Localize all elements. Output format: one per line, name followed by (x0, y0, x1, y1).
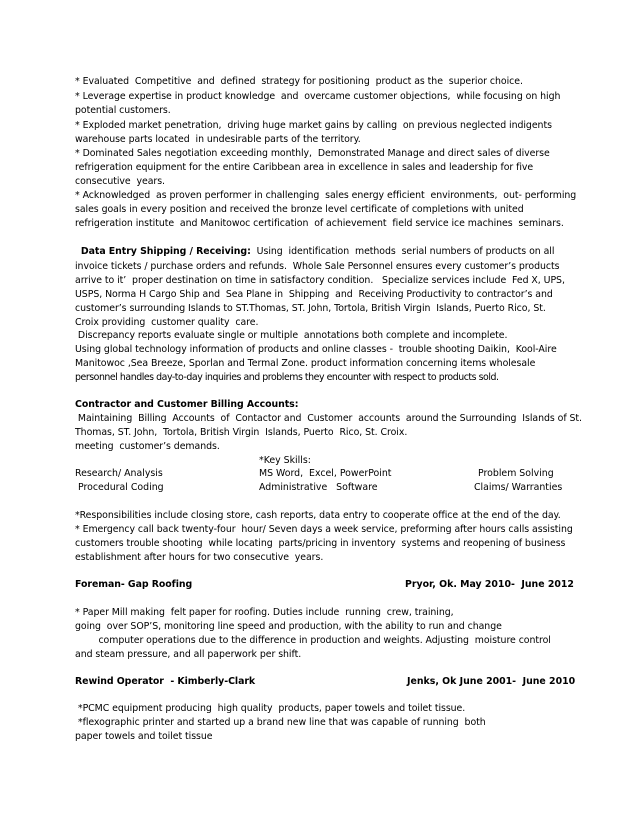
bullet-line: consecutive years. (75, 176, 165, 187)
data-entry-heading: Data Entry Shipping / Receiving: (80, 246, 251, 257)
contractor-line: Thomas, ST. John, Tortola, British Virgin Islands, Puerto Rico, St. Croix. (75, 427, 408, 438)
job-title: Foreman- Gap Roofing (75, 579, 193, 590)
contractor-line: meeting customer’s demands. (75, 441, 220, 452)
skill-cell: Problem Solving (478, 468, 554, 479)
bullet-line: * Leverage expertise in product knowledge and overcame customer objections, while focusing on high (75, 91, 561, 102)
contractor-heading: Contractor and Customer Billing Accounts: (75, 399, 299, 410)
job-line: *PCMC equipment producing high quality products, paper towels and toilet tissue. (75, 703, 466, 714)
bullet-line: * Evaluated Competitive and defined strategy for positioning product as the superior choice. (75, 76, 523, 87)
data-entry-line: Croix providing customer quality care. (75, 317, 259, 328)
skill-cell: Research/ Analysis (75, 468, 163, 479)
job-line: and steam pressure, and all paperwork per shift. (75, 649, 302, 660)
bullet-line: * Acknowledged as proven performer in challenging sales energy efficient environments, out- performing (75, 190, 577, 201)
job-location-dates: Jenks, Ok June 2001- June 2010 (407, 676, 576, 687)
bullet-line: * Exploded market penetration, driving huge market gains by calling on previous neglected indigents (75, 120, 552, 131)
job-line: going over SOP’S, monitoring line speed and production, with the ability to run and change (75, 621, 502, 632)
responsibility-line: *Responsibilities include closing store, cash reports, data entry to cooperate office at the end of the day. (75, 510, 561, 521)
bullet-line: refrigeration institute and Manitowoc certification of achievement field service ice machines seminars. (75, 218, 564, 229)
responsibility-line: customers trouble shooting while locating parts/pricing in inventory systems and reopening of business (75, 538, 566, 549)
job-line: paper towels and toilet tissue (75, 731, 213, 742)
bullet-line: sales goals in every position and received the bronze level certificate of completions with united (75, 204, 524, 215)
data-entry-line: USPS, Norma H Cargo Ship and Sea Plane in Shipping and Receiving Productivity to contractor’s and (75, 289, 553, 300)
data-entry-line: Using global technology information of products and online classes - trouble shooting Daikin, Kool-Aire (75, 344, 557, 355)
bullet-line: potential customers. (75, 105, 171, 116)
skill-cell: MS Word, Excel, PowerPoint (259, 468, 392, 479)
job-line: *flexographic printer and started up a brand new line that was capable of running both (75, 717, 486, 728)
responsibility-line: establishment after hours for two consecutive years. (75, 552, 324, 563)
bullet-line: refrigeration equipment for the entire Caribbean area in excellence in sales and leadership for five (75, 162, 534, 173)
data-entry-line: arrive to it’ proper destination on time in satisfactory condition. Specialize services include Fed X, UPS, (75, 275, 565, 286)
job-line: computer operations due to the difference in production and weights. Adjusting moisture control (75, 635, 551, 646)
responsibility-line: * Emergency call back twenty-four hour/ Seven days a week service, preforming after hours calls assisting (75, 524, 573, 535)
job-title: Rewind Operator - Kimberly-Clark (75, 676, 256, 687)
data-entry-line: Manitowoc ,Sea Breeze, Sporlan and Termal Zone. product information concerning items wholesale (75, 358, 536, 369)
bullet-line: warehouse parts located in undesirable parts of the territory. (75, 134, 361, 145)
job-location-dates: Pryor, Ok. May 2010- June 2012 (405, 579, 574, 590)
contractor-line: Maintaining Billing Accounts of Contactor and Customer accounts around the Surrounding Islands of St. (75, 413, 582, 424)
skill-cell: Claims/ Warranties (474, 482, 563, 493)
job-line: * Paper Mill making felt paper for roofing. Duties include running crew, training, (75, 607, 454, 618)
skill-cell: Administrative Software (259, 482, 378, 493)
data-entry-line: Using identification methods serial numbers of products on all (256, 246, 555, 257)
skill-cell: Procedural Coding (75, 482, 164, 493)
data-entry-line: personnel handles day-to-day inquiries and problems they encounter with respect to products sold. (75, 372, 499, 383)
bullet-line: * Dominated Sales negotiation exceeding monthly, Demonstrated Manage and direct sales of diverse (75, 148, 550, 159)
data-entry-first-line (75, 244, 554, 259)
skills-heading: *Key Skills: (259, 455, 311, 466)
data-entry-line: invoice tickets / purchase orders and refunds. Whole Sale Personnel ensures every customer’s products (75, 261, 560, 272)
data-entry-line: Discrepancy reports evaluate single or multiple annotations both complete and incomplete. (75, 330, 508, 341)
data-entry-line: customer’s surrounding Islands to ST.Thomas, ST. John, Tortola, British Virgin Islands, Puerto Rico, St. (75, 303, 546, 314)
